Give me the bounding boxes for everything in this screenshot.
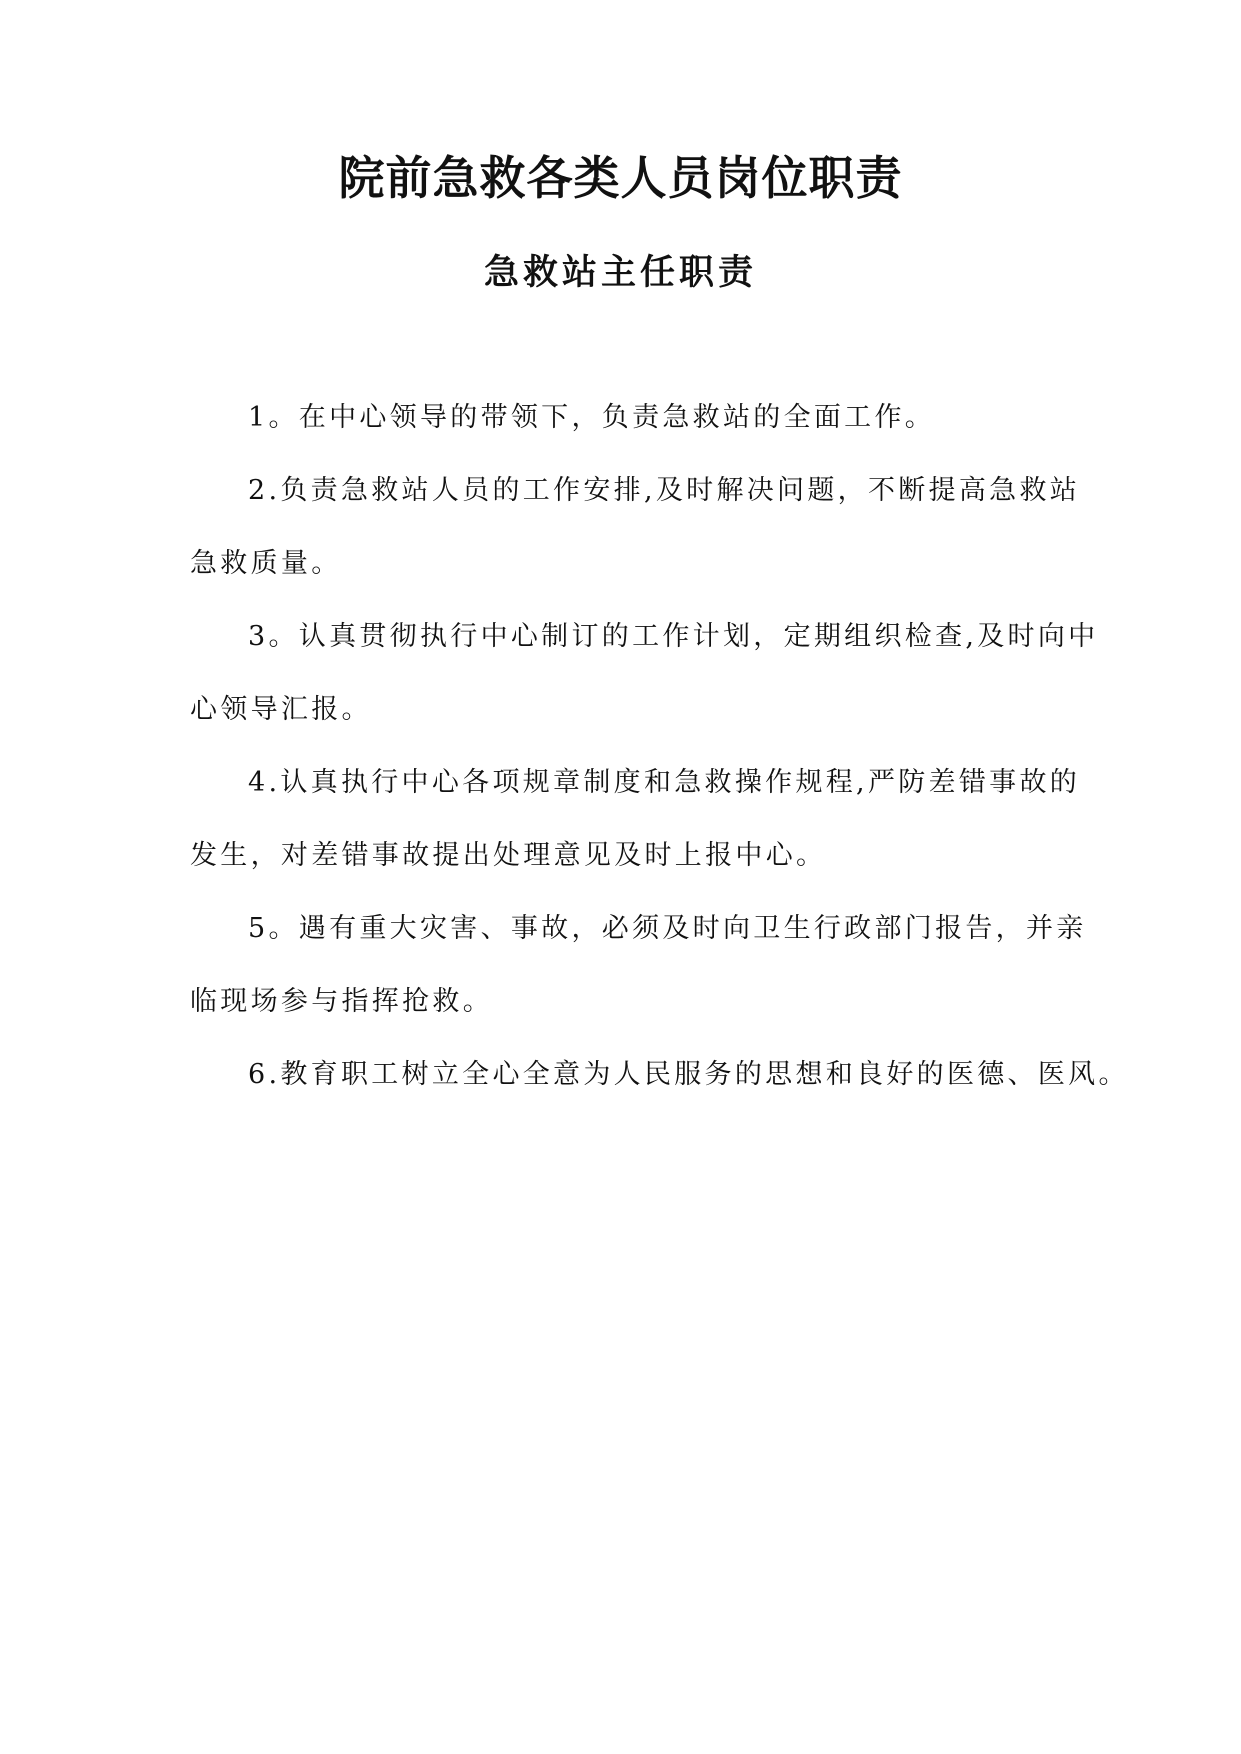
duty-item-4-continued: 发生，对差错事故提出处理意见及时上报中心。 (190, 840, 827, 871)
section-subtitle: 急救站主任职责 (483, 252, 757, 293)
duty-item-4: 4.认真执行中心各项规章制度和急救操作规程,严防差错事故的 (248, 767, 1081, 798)
duty-item-5: 5。遇有重大灾害、事故，必须及时向卫生行政部门报告，并亲 (248, 913, 1087, 944)
duty-item-3: 3。认真贯彻执行中心制订的工作计划，定期组织检查,及时向中 (248, 621, 1099, 652)
duty-item-5-continued: 临现场参与指挥抢救。 (190, 986, 493, 1017)
duty-list (190, 381, 1129, 1111)
duty-item-3-continued: 心领导汇报。 (190, 694, 372, 725)
duty-item-2-continued: 急救质量。 (190, 548, 342, 579)
duty-item-6: 6.教育职工树立全心全意为人民服务的思想和良好的医德、医风。 (248, 1059, 1129, 1090)
duty-item-2: 2.负责急救站人员的工作安排,及时解决问题，不断提高急救站 (248, 475, 1081, 506)
document-title: 院前急救各类人员岗位职责 (338, 151, 903, 205)
duty-item-1: 1。在中心领导的带领下，负责急救站的全面工作。 (248, 402, 936, 433)
